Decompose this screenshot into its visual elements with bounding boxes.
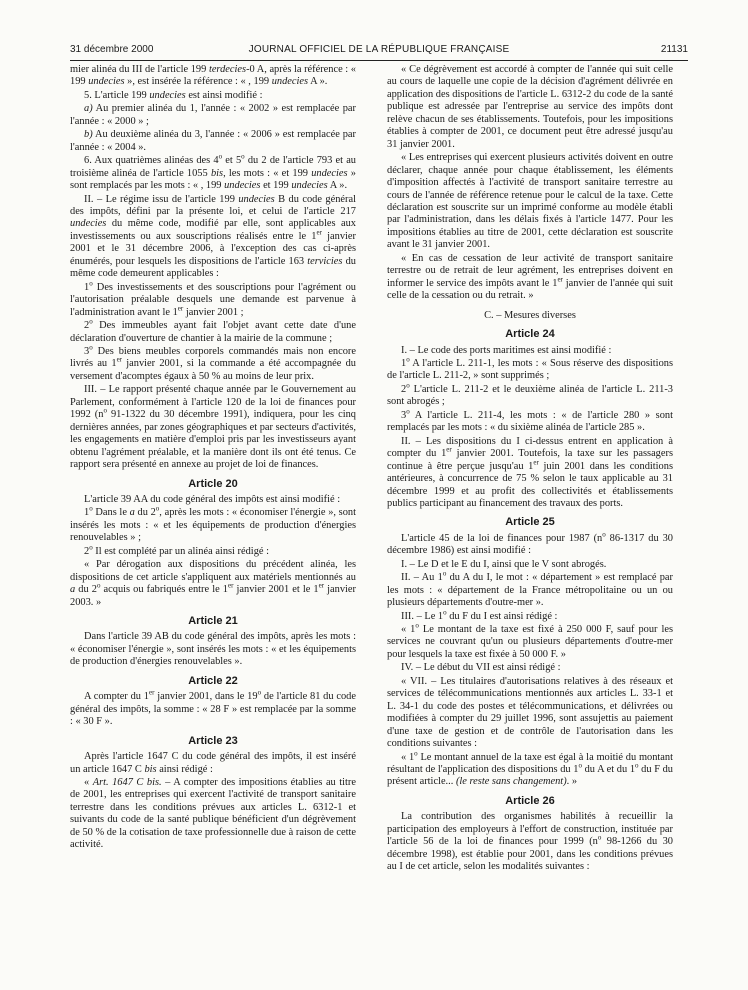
paragraph: II. – Le régime issu de l'article 199 undecies B du code général des impôts, défini par la présente loi, et celui de l'article 217 undecies du même code, modifié par elle, sont applicables aux investissements ou aux souscriptions réalisés entre le 1er janvier 2001 et le 31 décembre 2006, à l'exception des cas ci-après énumérés, pour lesquels les dispositions de l'article 163 tervicies du même code demeurent applicables : — [70, 193, 356, 280]
right-column — [387, 64, 673, 984]
header-rule — [70, 60, 688, 61]
article-heading: Article 20 — [188, 477, 238, 490]
paragraph: 6. Aux quatrièmes alinéas des 4$^o$ et 5$^o$ du 2 de l'article 793 et au troisième alinéa de l'article 1055 bis, les mots : « et 199 undecies » sont remplacés par les mots : « , 199 undecies et 199 undecies A ». — [70, 152, 356, 192]
article-heading: Article 24 — [505, 328, 555, 341]
paragraph: L'article 39 AA du code général des impôts est ainsi modifié : — [84, 493, 341, 505]
paragraph: « Ce dégrèvement est accordé à compter de l'année qui suit celle au cours de laquelle une copie de la décision d'agrément délivrée en application des dispositions de l'article L. 6312-2 du code de la santé publique est adressée par l'entreprise au service des impôts dont relève chacun de ses établissements. Toutefois, pour les impositions établies à compter de 2001, ce document peut être adressé jusqu'au 31 janvier 2001. — [387, 64, 673, 150]
paragraph: II. – Les dispositions du I ci-dessus entrent en application à compter du 1er janvier 2001. Toutefois, la taxe sur les passagers continue à être perçue jusqu'au 1er juin 2001 dans les conditions antérieures, à concurrence de 75 % selon le taux applicable au 31 décembre 1999 et au profit des collectivités et établissements publics participant au financement des travaux des ports. — [387, 435, 673, 509]
paragraph: III. – Le 1$^o$ du F du I est ainsi rédigé : — [401, 608, 558, 622]
paragraph: 2$^o$ Il est complété par un alinéa ainsi rédigé : — [84, 543, 269, 557]
paragraph: 1$^o$ A l'article L. 211-1, les mots : « Sous réserve des dispositions de l'article L. 211-2, » sont supprimés ; — [387, 355, 673, 382]
article-heading: Article 22 — [188, 674, 238, 687]
paragraph: 3$^o$ A l'article L. 211-4, les mots : « de l'article 280 » sont remplacés par les mots : « du sixième alinéa de l'article 285 ». — [387, 407, 673, 434]
paragraph: « Art. 1647 C bis. – A compter des impositions établies au titre de 2001, les entreprises qui exercent l'activité de transport sanitaire terrestre dans les conditions prévues aux articles L. 6312-1 et suivants du code de la santé publique bénéficient d'un dégrèvement de 50 % de la cotisation de taxe professionnelle due à raison de cette activité. — [70, 777, 356, 851]
paragraph: 1$^o$ Dans le a du 2$^o$, après les mots : « économiser l'énergie », sont insérés les mots : « et les équipements de production d'énergies renouvelables » ; — [70, 504, 356, 544]
paragraph: Après l'article 1647 C du code général des impôts, il est inséré un article 1647 C bis ainsi rédigé : — [70, 751, 356, 775]
paragraph: « VII. – Les titulaires d'autorisations relatives à des réseaux et services de télécommunications mentionnés aux articles L. 33-1 et L. 34-1 du code des postes et télécommunications, et délivrées ou modifiées à compter du 29 juillet 1996, sont assujettis au paiement d'une taxe de gestion et de contrôle de l'autorisation dans les conditions suivantes : — [387, 675, 673, 750]
section-heading: C. – Mesures diverses — [484, 309, 576, 321]
paragraph: « 1$^o$ Le montant de la taxe est fixé à 250 000 F, sauf pour les services ne couvrant qu'un ou plusieurs départements d'outre-mer pour lesquels la taxe est fixée à 50 000 F. » — [387, 621, 673, 660]
paragraph: I. – Le code des ports maritimes est ainsi modifié : — [401, 344, 612, 356]
paragraph: II. – Au 1$^o$ du A du I, le mot : « département » est remplacé par les mots : « département de la France métropolitaine ou un ou plusieurs départements d'outre-mer ». — [387, 569, 673, 609]
paragraph: 1$^o$ Des investissements et des souscriptions pour l'agrément ou l'autorisation préalable desquels une demande est parvenue à l'administration avant le 1er janvier 2001 ; — [70, 279, 356, 318]
header-title: JOURNAL OFFICIEL DE LA RÉPUBLIQUE FRANÇAISE — [248, 44, 510, 55]
page-header — [70, 44, 688, 58]
paragraph: La contribution des organismes habilités à recueillir la participation des employeurs à l'effort de construction, instituée par l'article 56 de la loi de finances pour 1999 ($n^o$ 98-1266 du 30 décembre 1998), est établie pour 2001, dans les conditions prévues au I de cet article, selon les modalités suivantes : — [387, 811, 673, 873]
paragraph: 2$^o$ L'article L. 211-2 et le deuxième alinéa de l'article L. 211-3 sont abrogés ; — [387, 381, 673, 408]
paragraph: « En cas de cessation de leur activité de transport sanitaire terrestre ou de retrait de leur agrément, les entreprises doivent en informer le service des impôts avant le 1er janvier de l'année qui suit celle de la cessation ou du retrait. » — [387, 252, 673, 302]
header-date: 31 décembre 2000 — [70, 44, 154, 55]
article-heading: Article 23 — [188, 734, 238, 747]
paragraph: IV. – Le début du VII est ainsi rédigé : — [401, 662, 561, 674]
paragraph: 5. L'article 199 undecies est ainsi modifié : — [84, 89, 263, 101]
paragraph: mier alinéa du III de l'article 199 terdecies-0 A, après la référence : « 199 undecies », est insérée la référence : « , 199 undecies A ». — [70, 64, 356, 88]
paragraph: a) Au premier alinéa du 1, l'année : « 2002 » est remplacée par l'année : « 2000 » ; — [70, 103, 356, 127]
paragraph: Dans l'article 39 AB du code général des impôts, après les mots : « économiser l'énergie », sont insérés les mots : « et les équipements de production d'énergies renouvelables ». — [70, 631, 356, 668]
paragraph: « 1$^o$ Le montant annuel de la taxe est égal à la moitié du montant résultant de l'application des dispositions du 1$^o$ du A et du 1$^o$ du F du présent article... (le reste sans changement). » — [387, 749, 673, 788]
article-heading: Article 21 — [188, 615, 238, 628]
article-heading: Article 26 — [505, 794, 555, 807]
paragraph: 2$^o$ Des immeubles ayant fait l'objet avant cette date d'une déclaration d'ouverture de chantier à la mairie de la commune ; — [70, 317, 356, 344]
header-page-number: 21131 — [660, 44, 688, 55]
paragraph: 3$^o$ Des biens meubles corporels commandés mais non encore livrés au 1er janvier 2001, si la commande a été accompagnée du versement d'acomptes égaux à 50 % au moins de leur prix. — [70, 343, 356, 382]
paragraph: III. – Le rapport présenté chaque année par le Gouvernement au Parlement, conformément à l'article 120 de la loi de finances pour 1992 ($n^o$ 91-1322 du 30 décembre 1991), indiquera, pour les cinq dernières années, par zones géographiques et par secteurs d'activités, les engagements en matière d'emploi pris par les investisseurs ayant obtenu l'agrément préalable, et la manière dont ils ont été tenus. Ce rapport sera présenté en annexe au projet de loi de finances. — [70, 384, 356, 471]
paragraph: A compter du 1er janvier 2001, dans le 19$^o$ de l'article 81 du code général des impôts, la somme : « 28 F » est remplacée par la somme : « 30 F ». — [70, 688, 356, 728]
paragraph: « Les entreprises qui exercent plusieurs activités doivent en outre déclarer, chaque année pour chaque établissement, les éléments d'imposition affectés à l'activité de transport sanitaire terrestre au cours de l'année de référence retenue pour le calcul de la taxe. Cette déclaration est souscrite sur un imprimé conforme au modèle établi par l'administration, dans les délais fixés à l'article 1477. Pour les impositions établies au titre de 2001, cette déclaration est souscrite avant le 31 janvier 2001. — [387, 152, 673, 251]
article-heading: Article 25 — [505, 516, 555, 529]
paragraph: I. – Le D et le E du I, ainsi que le V sont abrogés. — [401, 558, 607, 570]
paragraph: b) Au deuxième alinéa du 3, l'année : « 2006 » est remplacée par l'année : « 2004 ». — [70, 129, 356, 153]
paragraph: L'article 45 de la loi de finances pour 1987 ($n^o$ 86-1317 du 30 décembre 1986) est ainsi modifié : — [387, 530, 673, 557]
paragraph: « Par dérogation aux dispositions du précédent alinéa, les dispositions de cet article s'appliquent aux matériels mentionnés au a du 2$^o$ acquis ou fabriqués entre le 1er janvier 2001 et le 1er janvier 2003. » — [70, 559, 356, 608]
left-column — [70, 64, 356, 984]
